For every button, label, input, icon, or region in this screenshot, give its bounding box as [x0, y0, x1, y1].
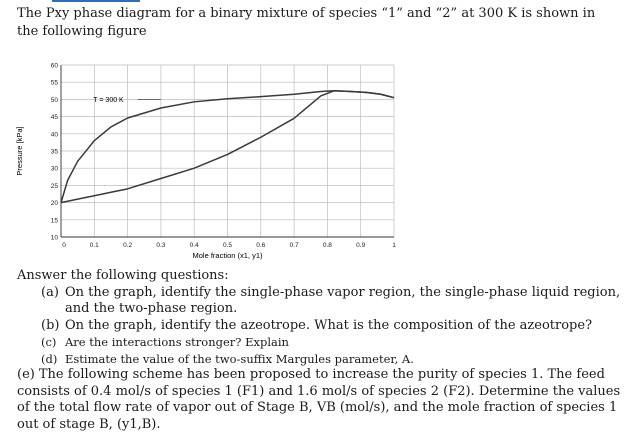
x-tick-label: 0.9: [356, 242, 366, 249]
x-tick-label: 0.2: [123, 242, 133, 249]
x-tick-label: 1: [392, 242, 396, 249]
question-label: (c): [41, 335, 57, 349]
question-item-d: [17, 351, 625, 368]
y-tick-label: 50: [50, 96, 58, 104]
x-tick-label: 0.7: [289, 242, 299, 249]
question-item-b: [17, 318, 625, 335]
questions-block: [17, 268, 625, 433]
temperature-annotation: T = 300 K: [93, 96, 124, 104]
question-text: On the graph, identify the azeotrope. What is the composition of the azeotrope?: [65, 317, 593, 333]
y-tick-label: 35: [50, 148, 58, 156]
question-item-c: [17, 334, 625, 351]
y-tick-label: 40: [50, 131, 58, 139]
questions-heading: Answer the following questions:: [17, 268, 229, 283]
pxy-chart: [0, 55, 420, 270]
question-text: Estimate the value of the two-suffix Margules parameter, A.: [65, 351, 414, 366]
y-tick-label: 10: [50, 234, 58, 242]
y-tick-label: 55: [50, 79, 58, 87]
x-tick-label: 0: [62, 242, 66, 249]
question-label: (e): [17, 367, 35, 382]
x-axis-label: Mole fraction (x1, y1): [192, 251, 263, 260]
x-tick-label: 0.3: [156, 242, 166, 249]
y-tick-label: 15: [50, 217, 58, 225]
question-text: The following scheme has been proposed to increase the purity of species 1. The feed consists of 0.4 mol/s of species 1 (F1) and 1.6 mol/s of species 2 (F2). Determine the values of the total flow rate of vapor out of Stage B, VB (mol/s), and the mole fraction of species 1 out of stage B, (y1,B).: [17, 367, 621, 432]
question-item-e: [17, 367, 625, 433]
question-label: (b): [41, 317, 60, 333]
question-text: Are the interactions stronger? Explain: [65, 335, 289, 349]
x-tick-label: 0.4: [189, 242, 199, 249]
question-text: On the graph, identify the single-phase vapor region, the single-phase liquid region, and the two-phase region.: [65, 284, 621, 316]
y-tick-label: 20: [50, 200, 58, 208]
top-cut-line: [52, 0, 140, 2]
x-tick-label: 0.5: [222, 242, 233, 249]
question-label: (a): [41, 284, 59, 300]
y-tick-label: 25: [50, 182, 58, 190]
problem-intro: The Pxy phase diagram for a binary mixture of species “1” and “2” at 300 K is shown in the following figure: [17, 6, 596, 39]
y-tick-label: 30: [50, 165, 58, 173]
x-tick-label: 0.1: [89, 242, 99, 249]
y-tick-label: 60: [50, 62, 58, 70]
question-item-a: [17, 285, 625, 318]
x-tick-label: 0.8: [322, 242, 332, 249]
y-tick-label: 45: [50, 114, 58, 122]
question-label: (d): [41, 351, 58, 366]
x-tick-label: 0.6: [256, 242, 266, 249]
y-axis-label: Pressure [kPa]: [15, 126, 24, 176]
